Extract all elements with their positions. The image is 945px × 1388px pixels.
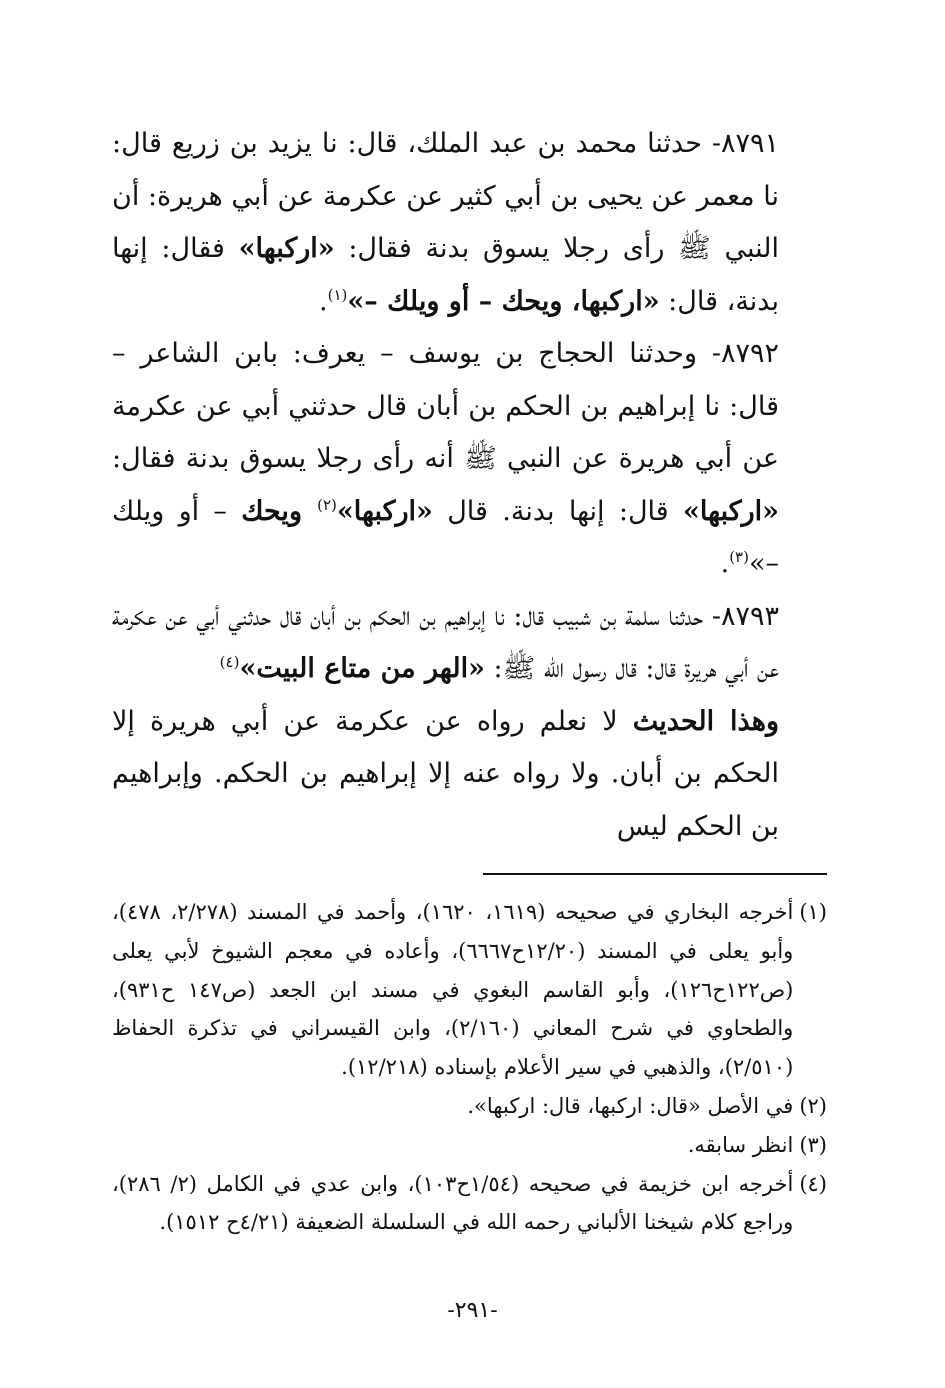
bold-quote: ويحك — [241, 495, 318, 527]
footnote-ref: (١) — [327, 285, 348, 304]
hadith-text: فقال: إنها بدنة، قال: — [112, 233, 779, 317]
hadith-8793 — [112, 591, 827, 696]
footnote-3 — [112, 1126, 827, 1165]
footnote-text: أخرجه البخاري في صحيحه (١٦١٩، ١٦٢٠)، وأحمد في المسند (٢/٢٧٨، ٤٧٨)، وأبو يعلى في المسند (١٢/٢٠ح٦٦٦٧)، وأعاده في معجم الشيوخ لأبي يعلى (ص١٢٢ح١٢٦)، وأبو القاسم البغوي في مسند ابن الجعد (ص١٤٧ ح٩٣١)، والطحاوي في شرح المعاني (٢/١٦٠)، وابن القيسراني في تذكرة الحفاظ (٢/٥١٠)، والذهبي في سير الأعلام بإسناده (١٢/٢١٨). — [112, 900, 794, 1080]
footnote-ref: (٣) — [729, 548, 749, 566]
footnote-number: (٣) — [799, 1132, 827, 1157]
bold-quote: «الهر من متاع البيت» — [239, 653, 485, 684]
main-text — [112, 118, 827, 853]
footnote-ref: (٤) — [219, 653, 240, 671]
footnote-number: (١) — [799, 900, 827, 924]
footnote-ref: (٢) — [317, 495, 337, 514]
bold-quote: «اركبها» — [336, 495, 433, 527]
footnote-number: (٤) — [799, 1171, 827, 1196]
bold-quote: «اركبها» — [683, 495, 779, 527]
hadith-8792 — [112, 328, 827, 591]
bold-quote: «اركبها، ويحك – أو ويلك –» — [347, 285, 660, 317]
hadith-8791 — [112, 118, 827, 328]
hadith-text: ٨٧٩٣- حدثنا سلمة بن شبيب قال: نا إبراهيم بن الحكم بن أبان قال حدثني أبي عن عكرمة عن أبي هريرة قال: قال رسول الله ﷺ: — [112, 600, 779, 684]
footnote-text: أخرجه ابن خزيمة في صحيحه (١/٥٤ح١٠٣)، وابن عدي في الكامل (٢/ ٢٨٦)، وراجع كلام شيخنا الألباني رحمه الله في السلسلة الضعيفة (٤/٢١ح ١٥١٢). — [112, 1171, 794, 1235]
hadith-text: – أو ويلك –» — [112, 495, 779, 579]
footnote-text: انظر سابقه. — [687, 1132, 794, 1157]
footnote-divider — [483, 873, 827, 875]
commentary — [112, 696, 827, 854]
punctuation: . — [319, 285, 328, 317]
punctuation: . — [720, 548, 730, 579]
footnote-text: في الأصل «قال: اركبها، قال: اركبها». — [467, 1093, 794, 1118]
bold-lead: وهذا الحديث — [632, 705, 779, 737]
hadith-text: قال: إنها بدنة. قال — [432, 495, 684, 527]
footnote-1 — [112, 893, 827, 1087]
page-number: -٢٩١- — [447, 1298, 498, 1323]
commentary-text: لا نعلم رواه عن عكرمة عن أبي هريرة إلا الحكم بن أبان. ولا رواه عنه إلا إبراهيم بن الحكم. وإبراهيم بن الحكم ليس — [112, 705, 779, 842]
footnotes — [112, 893, 827, 1242]
hadith-text: ٨٧٩٢- وحدثنا الحجاج بن يوسف – يعرف: بابن الشاعر – قال: نا إبراهيم بن الحكم بن أبان قال حدثني أبي عن عكرمة عن أبي هريرة عن النبي ﷺ أنه رأى رجلا يسوق بدنة فقال: — [112, 338, 779, 474]
bold-quote: «اركبها» — [238, 233, 335, 264]
footnote-number: (٢) — [799, 1093, 827, 1118]
footnote-4 — [112, 1165, 827, 1243]
hadith-text: ٨٧٩١- حدثنا محمد بن عبد الملك، قال: نا يزيد بن زريع قال: نا معمر عن يحيى بن أبي كثير عن عكرمة عن أبي هريرة: أن النبي ﷺ رأى رجلا يسوق بدنة فقال: — [112, 128, 779, 264]
footnote-2 — [112, 1087, 827, 1126]
